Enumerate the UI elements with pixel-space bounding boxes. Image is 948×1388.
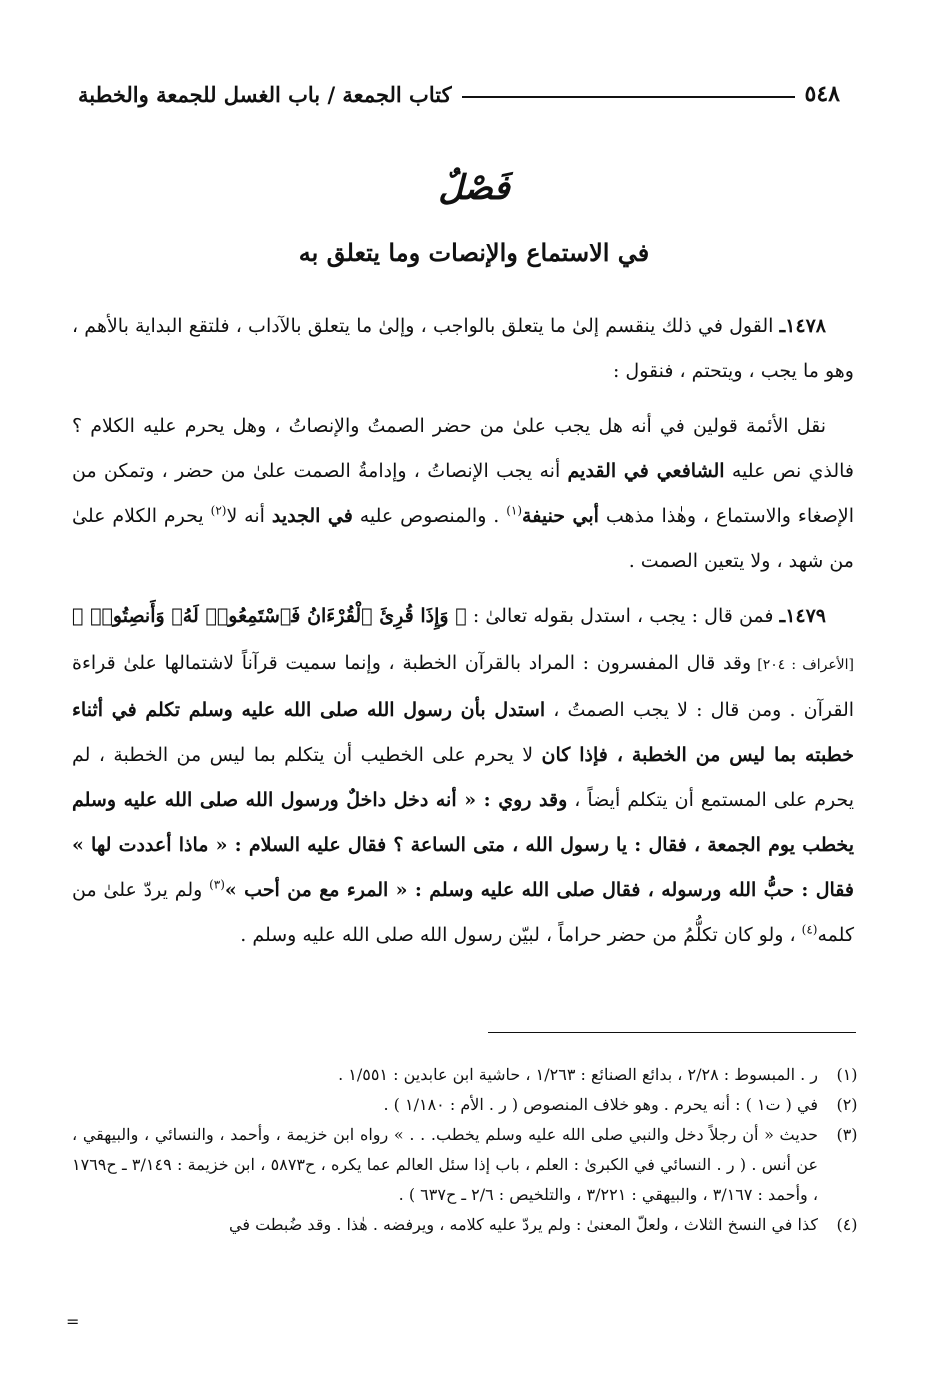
footnote-number: (١) [836, 1065, 858, 1084]
quran-verse: ﴿ وَإِذَا قُرِئَ ٱلْقُرْءَانُ فَٱسْتَمِعُوا۟ لَهُۥ وَأَنصِتُوا۟ ﴾ [72, 605, 467, 627]
text-run: أنه لا [226, 505, 272, 527]
text-run: نقل الأئمة قولين في أنه هل يجب علىٰ من حضر الصمتُ والإنصاتُ ، وهل يحرم عليه الكلام ؟ فالذي نص عليه [72, 415, 854, 482]
chapter-mark: فَصْلٌ [438, 168, 510, 208]
text-run: أنه يجب الإنصاتُ ، وإدامةُ الصمت علىٰ من حضر ، وتمكن من الإصغاء والاستماع ، وهٰذا مذهب [72, 460, 855, 527]
text-run: يحرم الكلام علىٰ من شهد ، ولا يتعين الصمت . [72, 505, 854, 572]
footnote [72, 1090, 862, 1120]
text-run: فمن قال : يجب ، استدل بقوله تعالىٰ : [466, 605, 780, 627]
page-header [78, 76, 840, 112]
footnote-number: (٢) [836, 1095, 858, 1114]
footnote-text: كذا في النسخ الثلاث ، ولعلّ المعنىٰ : ولم يردّ عليه كلامه ، ويرفضه . هٰذا . وقد ضُبطت في [229, 1215, 818, 1234]
bold-run: وقد روي : « أنه دخل داخلٌ ورسول الله صلى الله عليه وسلم يخطب يوم الجمعة ، فقال : يا رسول الله ، متى الساعة ؟ فقال عليه السلام : « ماذا أعددت لها » فقال : حبُّ الله ورسوله ، فقال صلى الله عليه وسلم : « المرء مع من أحب » [72, 789, 855, 901]
footnote-text: حديث « أن رجلاً دخل والنبي صلى الله عليه وسلم يخطب. . . » رواه ابن خزيمة ، وأحمد ، والنسائي ، والبيهقي ، عن أنس . ( ر . النسائي في الكبرىٰ : العلم ، باب إذا سئل العالم عما يكره ، ح٥٨٧٣ ، ابن خزيمة : ٣/١٤٩ ـ ح١٧٦٩ ، وأحمد : ٣/١٦٧ ، والبيهقي : ٣/٢٢١ ، والتلخيص : ٢/٦ ـ ح٦٣٧ ) . [72, 1125, 818, 1204]
text-run: لا يحرم على الخطيب أن يتكلم بما ليس من الخطبة ، لم يحرم على المستمع أن يتكلم أيضاً ، [72, 744, 854, 811]
section-title: في الاستماع والإنصات وما يتعلق به [298, 238, 650, 267]
footnote [72, 1210, 862, 1240]
text-run: ولم يردّ علىٰ من كلمه [72, 879, 854, 946]
verse-reference: [الأعراف : ٢٠٤] [751, 657, 855, 673]
main-text [72, 304, 854, 968]
footnote-ref[interactable]: (٣) [209, 877, 225, 892]
footnote [72, 1120, 862, 1210]
footnote-separator [488, 1032, 856, 1033]
footnote-number: (٣) [836, 1125, 858, 1144]
bold-run: في الجديد [271, 505, 353, 527]
running-title: كتاب الجمعة / باب الغسل للجمعة والخطبة [78, 81, 452, 107]
paragraph-two-opinions [72, 404, 854, 584]
text-run: وقد قال المفسرون : المراد بالقرآن الخطبة ، وإنما سميت قرآناً لاشتمالها علىٰ قراءة القرآن . ومن قال : لا يجب الصمتُ ، [72, 652, 855, 721]
paragraph-text: القول في ذلك ينقسم إلىٰ ما يتعلق بالواجب ، وإلىٰ ما يتعلق بالآداب ، فلتقع البداية بالأهم ، وهو ما يجب ، ويتحتم ، فنقول : [72, 315, 854, 382]
paragraph-number: ١٤٧٩ـ [779, 605, 827, 627]
paragraph-1478 [72, 304, 854, 394]
bold-run: استدل بأن رسول الله صلى الله عليه وسلم تكلم في أثناء خطبته بما ليس من الخطبة ، فإذا كان [72, 699, 855, 766]
text-run: ، ولو كان تكلُّمُ من حضر حراماً ، لبيّن رسول الله صلى الله عليه وسلم . [240, 924, 802, 946]
bold-run: أبي حنيفة [522, 505, 599, 527]
paragraph-number: ١٤٧٨ـ [779, 315, 826, 337]
footnotes [72, 1060, 862, 1240]
header-rule [462, 96, 795, 98]
paragraph-1479 [72, 594, 854, 958]
footnote [72, 1060, 862, 1090]
continuation-mark: = [66, 1312, 80, 1331]
bold-run: الشافعي في القديم [567, 460, 725, 482]
footnote-ref[interactable]: (١) [506, 503, 523, 518]
footnote-number: (٤) [836, 1215, 858, 1234]
text-run: . والمنصوص عليه [352, 505, 507, 527]
footnote-ref[interactable]: (٤) [801, 922, 818, 937]
footnote-text: في ( ت١ ) : أنه يحرم . وهو خلاف المنصوص ( ر . الأم : ١/١٨٠ ) . [383, 1095, 818, 1114]
footnote-ref[interactable]: (٢) [210, 503, 227, 518]
footnote-text: ر . المبسوط : ٢/٢٨ ، بدائع الصنائع : ١/٢٦٣ ، حاشية ابن عابدين : ١/٥٥١ . [338, 1065, 818, 1084]
page-number: ٥٤٨ [804, 81, 840, 107]
